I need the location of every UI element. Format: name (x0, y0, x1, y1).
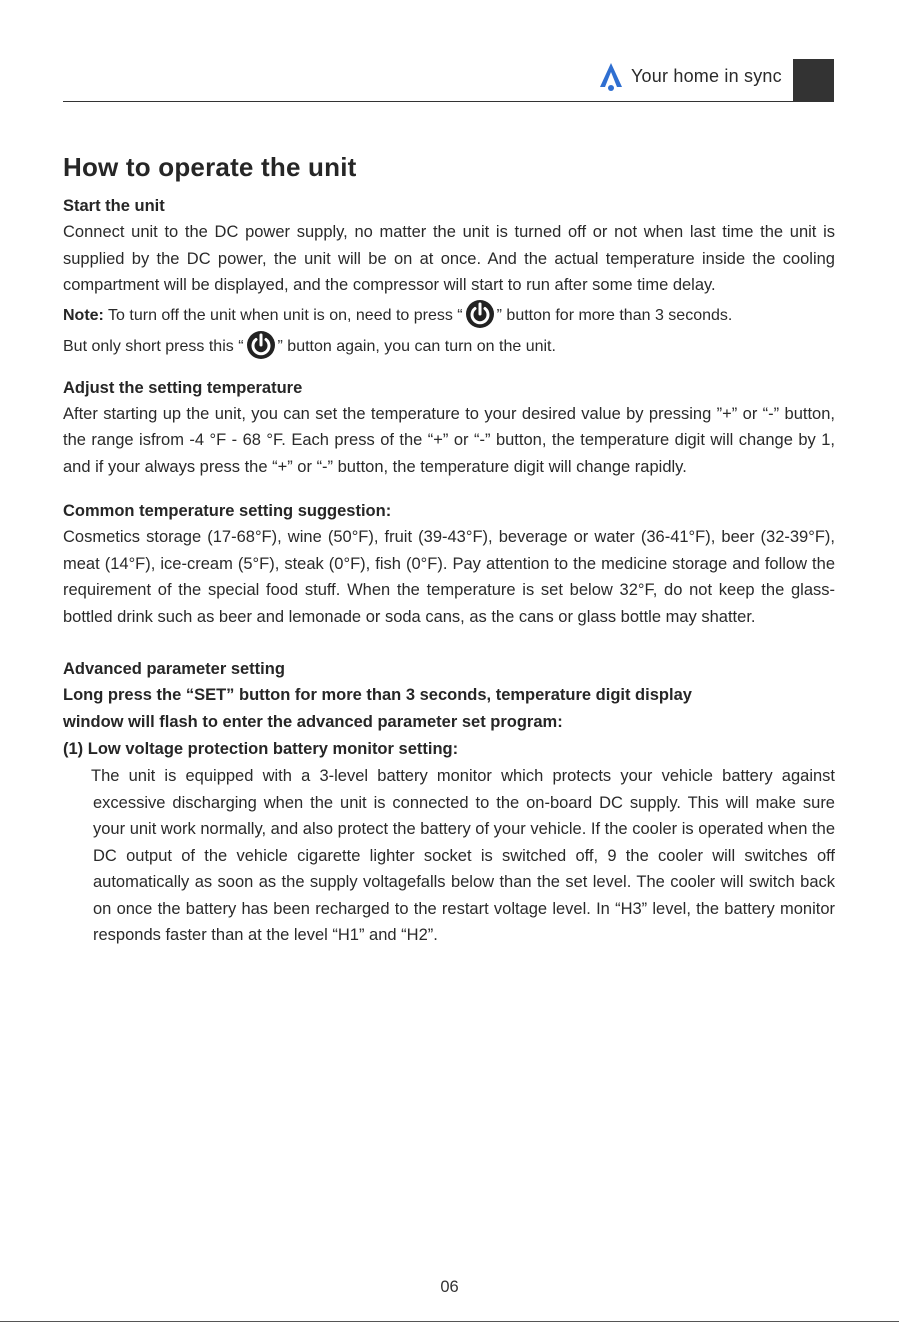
page-content (63, 150, 835, 949)
section-title-common: Common temperature setting suggestion: (63, 502, 392, 520)
note-line-1 (63, 299, 835, 330)
footer-divider (0, 1321, 899, 1322)
power-icon (465, 299, 495, 329)
header-divider (63, 101, 834, 102)
battery-paragraph: The unit is equipped with a 3-level battery monitor which protects your vehicle battery against excessive discharging when the unit is connected to the on-board DC supply. This will make sure your unit work normally, and also protect the battery of your vehicle. If the cooler is operated when the DC output of the vehicle cigarette lighter socket is switched off, 9 the cooler will switches off automatically as soon as the supply voltagefalls below than the set level. The cooler will switch back on once the battery has been recharged to the restart voltage level. In “H3” level, the battery monitor responds faster than at the level “H1” and “H2”. (91, 767, 835, 944)
note-text: ” button for more than 3 seconds. (496, 306, 733, 324)
brand-tagline: Your home in sync (631, 66, 782, 86)
advanced-intro-line: window will flash to enter the advanced parameter set program: (63, 713, 563, 731)
adjust-paragraph: After starting up the unit, you can set the temperature to your desired value by pressing ”+” or “-” button, the range isfrom -4 °F - 68 °F. Each press of the “+” or “-” button, the temperature digit will change by 1, and if your always press the “+” or “-” button, the temperature digit will change rapidly. (63, 404, 835, 476)
section-title-advanced: Advanced parameter setting (63, 660, 285, 678)
common-paragraph: Cosmetics storage (17-68°F), wine (50°F), fruit (39-43°F), beverage or water (36-41°F), beer (32-39°F), meat (14°F), ice-cream (5°F), steak (0°F), fish (0°F). Pay attention to the medicine storage and follow the requirement of the special food stuff. When the temperature is set below 32°F, do not keep the glass-bottled drink such as beer and lemonade or soda cans, as the cans or glass bottle may shatter. (63, 528, 835, 626)
note-text: But only short press this “ (63, 337, 244, 355)
note-text: To turn off the unit when unit is on, need to press “ (103, 306, 463, 324)
page-title: How to operate the unit (63, 152, 357, 182)
note-text: ” button again, you can turn on the unit. (277, 337, 556, 355)
note-label: Note: (63, 306, 104, 324)
power-icon (246, 330, 276, 360)
note-line-2 (63, 330, 835, 361)
page-header (0, 0, 899, 110)
section-title-adjust: Adjust the setting temperature (63, 378, 303, 397)
page-number: 06 (440, 1278, 459, 1296)
subsection-title-battery: (1) Low voltage protection battery monitor setting: (63, 740, 459, 758)
advanced-intro-line: Long press the “SET” button for more than 3 seconds, temperature digit display (63, 686, 692, 704)
battery-text-block (63, 763, 835, 949)
section-title-start: Start the unit (63, 197, 165, 215)
brand-block (793, 59, 834, 102)
start-paragraph: Connect unit to the DC power supply, no matter the unit is turned off or not when last time the unit is supplied by the DC power, the unit will be on at once. And the actual temperature inside the cooling compartment will be displayed, and the compressor will start to run after some time delay. (63, 223, 835, 294)
brand-a-logo-icon (598, 62, 624, 92)
